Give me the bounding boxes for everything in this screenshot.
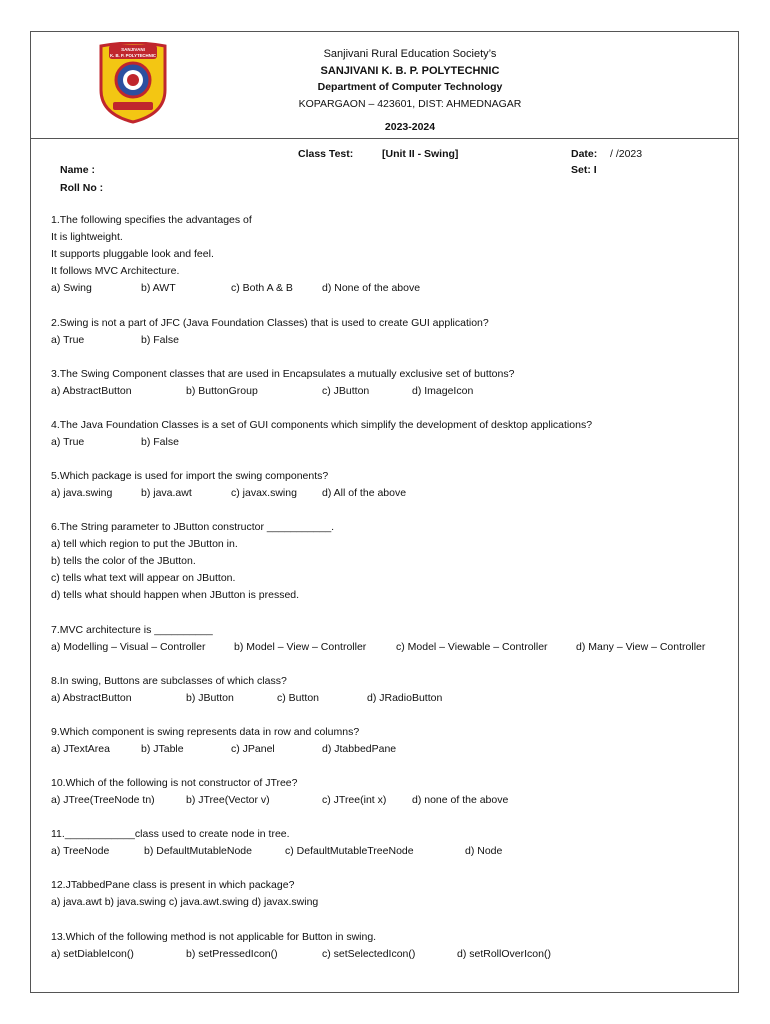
question-12 <box>51 877 736 911</box>
option-c: c) setSelectedIcon() <box>322 948 416 960</box>
question-13 <box>51 929 736 963</box>
option-d: d) setRollOverIcon() <box>457 948 551 960</box>
roll-no-label: Roll No : <box>60 182 104 194</box>
question-text: 1.The following specifies the advantages of <box>51 214 252 226</box>
question-text: 9.Which component is swing represents data in row and columns? <box>51 726 360 738</box>
option-b: b) JButton <box>186 692 234 704</box>
header-divider <box>30 138 739 139</box>
options-row <box>51 843 736 860</box>
options-row <box>51 639 736 656</box>
question-11 <box>51 826 736 860</box>
question-9 <box>51 724 736 758</box>
option-b: b) AWT <box>141 282 176 294</box>
question-line: d) tells what should happen when JButton is pressed. <box>51 589 300 601</box>
set-label: Set: I <box>571 164 597 176</box>
question-text: 11.____________class used to create node in tree. <box>51 828 290 840</box>
question-text: 3.The Swing Component classes that are used in Encapsulates a mutually exclusive set of buttons? <box>51 368 515 380</box>
option-a: a) java.swing <box>51 487 113 499</box>
option-c: c) JPanel <box>231 743 275 755</box>
question-line: c) tells what text will appear on JButton. <box>51 572 236 584</box>
date-value: / /2023 <box>610 148 643 160</box>
option-d: d) JRadioButton <box>367 692 443 704</box>
option-a: a) Modelling – Visual – Controller <box>51 641 206 653</box>
option-a: a) True <box>51 436 85 448</box>
name-label: Name : <box>60 164 96 176</box>
question-line: It follows MVC Architecture. <box>51 265 180 277</box>
question-text: 7.MVC architecture is __________ <box>51 624 213 636</box>
option-b: b) False <box>141 436 179 448</box>
question-line: a) tell which region to put the JButton in. <box>51 538 238 550</box>
question-text: 4.The Java Foundation Classes is a set of GUI components which simplify the development of desktop applications? <box>51 419 593 431</box>
option-d: d) JtabbedPane <box>322 743 397 755</box>
options-row <box>51 690 736 707</box>
options-row <box>51 434 736 451</box>
question-text: 5.Which package is used for import the swing components? <box>51 470 329 482</box>
question-text: 12.JTabbedPane class is present in which package? <box>51 879 295 891</box>
question-8 <box>51 673 736 707</box>
option-d: d) All of the above <box>322 487 407 499</box>
question-4 <box>51 417 736 451</box>
options-row <box>51 332 736 349</box>
question-text: 6.The String parameter to JButton constructor ___________. <box>51 521 335 533</box>
question-2 <box>51 315 736 349</box>
option-a: a) Swing <box>51 282 92 294</box>
college-logo <box>95 42 171 124</box>
option-d: d) Node <box>465 845 503 857</box>
question-1 <box>51 212 736 297</box>
option-a: a) JTextArea <box>51 743 110 755</box>
options-row <box>51 792 736 809</box>
options-row <box>51 946 736 963</box>
option-c: c) javax.swing <box>231 487 297 499</box>
option-b: b) DefaultMutableNode <box>144 845 252 857</box>
question-5 <box>51 468 736 502</box>
options-row <box>51 485 736 502</box>
option-a: a) setDiableIcon() <box>51 948 134 960</box>
option-b: b) Model – View – Controller <box>234 641 367 653</box>
logo-text-bottom: K. B. P. POLYTECHNIC <box>109 53 157 58</box>
question-10 <box>51 775 736 809</box>
option-c: c) DefaultMutableTreeNode <box>285 845 414 857</box>
option-a: a) java.awt b) java.swing c) java.awt.swing d) javax.swing <box>51 896 319 908</box>
options-row <box>51 383 736 400</box>
option-c: c) JTree(int x) <box>322 794 387 806</box>
unit-title: [Unit II - Swing] <box>382 148 459 160</box>
question-text: 10.Which of the following is not constructor of JTree? <box>51 777 298 789</box>
option-d: d) ImageIcon <box>412 385 474 397</box>
society-name: Sanjivani Rural Education Society’s <box>323 48 497 60</box>
option-d: d) none of the above <box>412 794 509 806</box>
logo-text-top: SANJIVANI <box>121 47 145 52</box>
option-b: b) ButtonGroup <box>186 385 258 397</box>
option-b: b) JTree(Vector v) <box>186 794 270 806</box>
question-line: It is lightweight. <box>51 231 123 243</box>
option-b: b) setPressedIcon() <box>186 948 278 960</box>
option-b: b) java.awt <box>141 487 192 499</box>
option-b: b) JTable <box>141 743 184 755</box>
address: KOPARGAON – 423601, DIST: AHMEDNAGAR <box>298 98 522 110</box>
date-label: Date: <box>571 148 598 160</box>
option-c: c) Both A & B <box>231 282 293 294</box>
question-line: It supports pluggable look and feel. <box>51 248 214 260</box>
question-7 <box>51 622 736 656</box>
class-test-label: Class Test: <box>298 148 354 160</box>
question-text: 13.Which of the following method is not applicable for Button in swing. <box>51 931 377 943</box>
option-b: b) False <box>141 334 179 346</box>
option-a: a) AbstractButton <box>51 692 132 704</box>
college-name: SANJIVANI K. B. P. POLYTECHNIC <box>320 65 500 77</box>
options-row <box>51 894 736 911</box>
option-a: a) TreeNode <box>51 845 110 857</box>
option-a: a) JTree(TreeNode tn) <box>51 794 155 806</box>
options-row <box>51 741 736 758</box>
question-text: 8.In swing, Buttons are subclasses of which class? <box>51 675 287 687</box>
academic-year: 2023-2024 <box>384 121 436 133</box>
option-d: d) Many – View – Controller <box>576 641 706 653</box>
option-c: c) Model – Viewable – Controller <box>396 641 548 653</box>
options-row <box>51 280 736 297</box>
option-a: a) AbstractButton <box>51 385 132 397</box>
question-line: b) tells the color of the JButton. <box>51 555 196 567</box>
option-a: a) True <box>51 334 85 346</box>
question-6 <box>51 519 736 604</box>
option-c: c) JButton <box>322 385 370 397</box>
option-d: d) None of the above <box>322 282 421 294</box>
option-c: c) Button <box>277 692 320 704</box>
question-text: 2.Swing is not a part of JFC (Java Foundation Classes) that is used to create GUI application? <box>51 317 489 329</box>
question-3 <box>51 366 736 400</box>
department-name: Department of Computer Technology <box>317 81 503 93</box>
